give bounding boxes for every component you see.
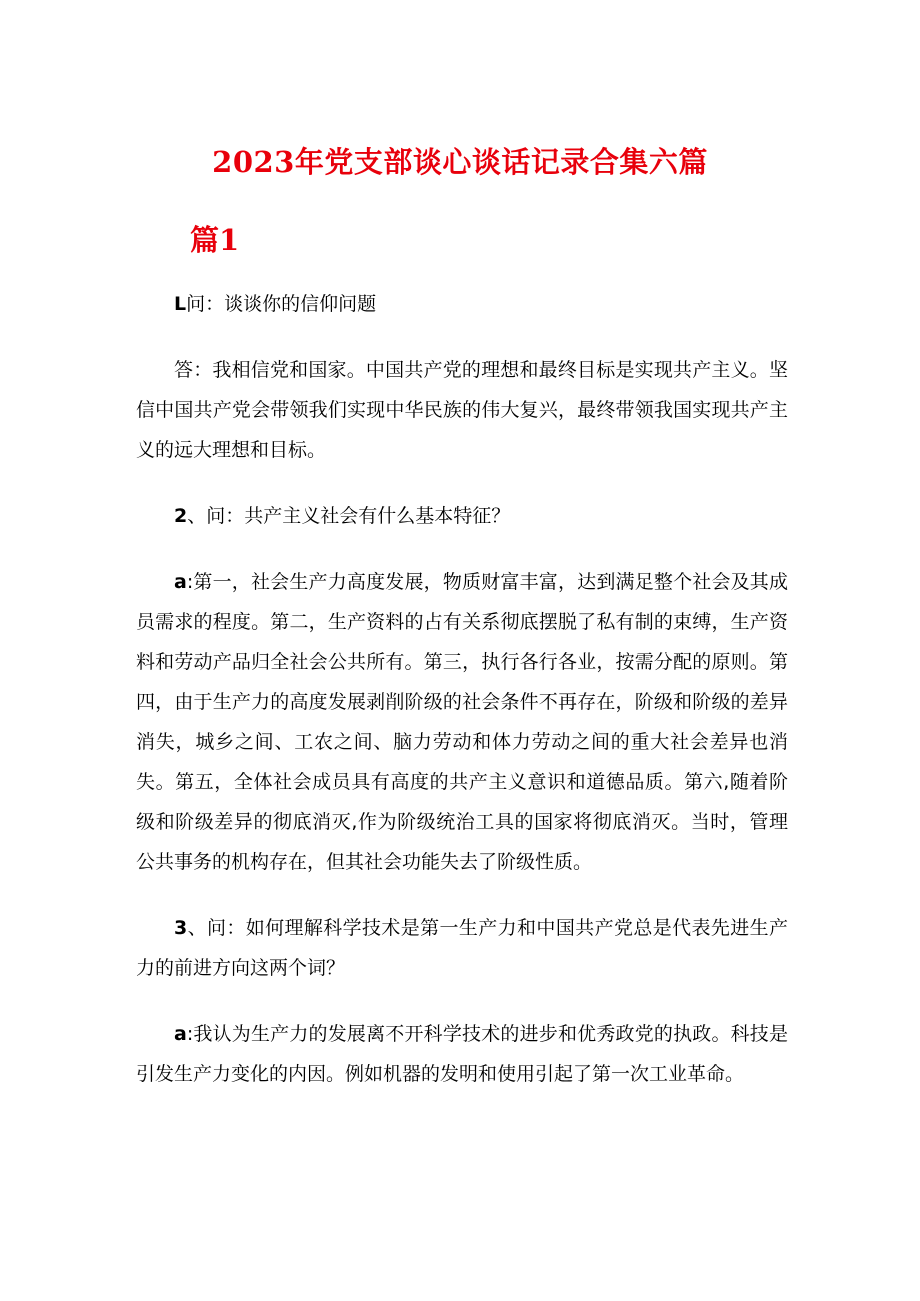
paragraph-text: :我认为生产力的发展离不开科学技术的进步和优秀政党的执政。科技是引发生产力变化的内因。例如机器的发明和使用引起了第一次工业革命。: [136, 1023, 788, 1085]
paragraph-text: 、问：共产主义社会有什么基本特征？: [187, 505, 511, 527]
answer-label: a: [174, 1023, 187, 1045]
document-body: [136, 284, 788, 1120]
paragraph-text: :第一，社会生产力高度发展，物质财富丰富，达到满足整个社会及其成员需求的程度。第二，生产资料的占有关系彻底摆脱了私有制的束缚，生产资料和劳动产品归全社会公共所有。第三，执行各行各业，按需分配的原则。第四，由于生产力的高度发展剥削阶级的社会条件不再存在，阶级和阶级的差异消失，城乡之间、工农之间、脑力劳动和体力劳动之间的重大社会差异也消失。第五，全体社会成员具有高度的共产主义意识和道德品质。第六,随着阶级和阶级差异的彻底消灭,作为阶级统治工具的国家将彻底消灭。当时，管理公共事务的机构存在，但其社会功能失去了阶级性质。: [136, 571, 788, 873]
item-number: 2: [174, 505, 188, 527]
question-paragraph: [136, 284, 788, 324]
paragraph-text: 答：我相信党和国家。中国共产党的理想和最终目标是实现共产主义。坚信中国共产党会带领我们实现中华民族的伟大复兴，最终带领我国实现共产主义的远大理想和目标。: [136, 359, 788, 461]
document-title: 2023年党支部谈心谈话记录合集六篇: [212, 145, 708, 179]
paragraph-text: 、问：如何理解科学技术是第一生产力和中国共产党总是代表先进生产力的前进方向这两个词？: [136, 917, 788, 979]
answer-label: a: [174, 571, 187, 593]
answer-paragraph: [136, 562, 788, 882]
answer-paragraph: [136, 350, 788, 470]
section-heading: 篇1: [190, 223, 240, 257]
paragraph-text: 问：谈谈你的信仰问题: [186, 293, 377, 315]
item-number: 3: [174, 917, 188, 939]
question-paragraph: [136, 496, 788, 536]
answer-paragraph: [136, 1014, 788, 1094]
question-paragraph: [136, 908, 788, 988]
item-number: L: [174, 293, 187, 315]
